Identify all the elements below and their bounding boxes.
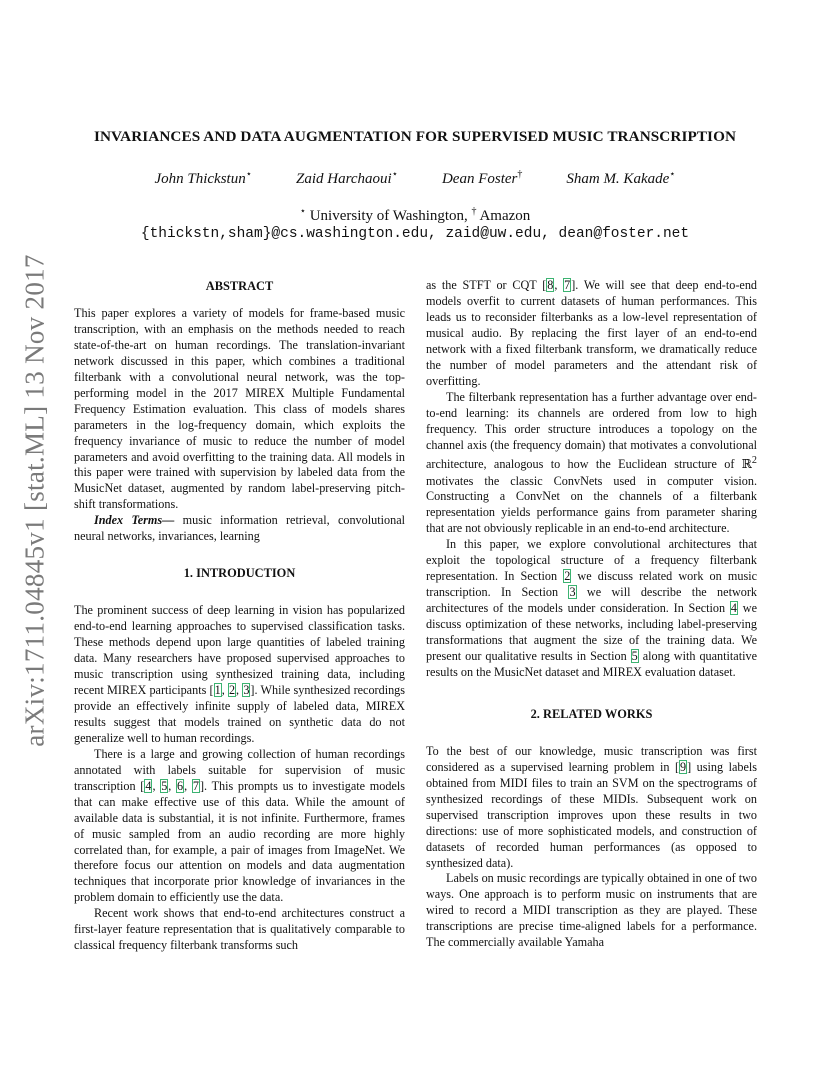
abstract-body: This paper explores a variety of models for frame-based music transcription, with an emphasis on the methods needed to reach state-of-the-art on human recordings. The translation-invariant network discussed in this paper, which combines a traditional filterbank with a convolutional neural network, was the top-performing model in the 2017 MIREX Multiple Fundamental Frequency Estimation evaluation. This class of models shares parameters in the log-frequency domain, which exploits the frequency invariance of music to reduce the number of model parameters and avoid overfitting to the training data. All models in this paper were trained with supervision by labeled data from the MusicNet dataset, augmented by random label-preserving pitch-shift transformations. bbox=[74, 305, 405, 512]
section-link[interactable]: 2 bbox=[564, 569, 571, 584]
related-paragraph-2: Labels on music recordings are typically obtained in one of two ways. One approach is to perform music on instruments that are wired to record a MIDI transcription as they are played. These transcriptions are precise time-aligned labels for a performance. The commercially available Yamaha bbox=[426, 871, 757, 950]
citation-link[interactable]: 6 bbox=[177, 778, 184, 793]
introduction-heading: 1. INTRODUCTION bbox=[183, 566, 296, 581]
paper-title: INVARIANCES AND DATA AUGMENTATION FOR SUPERVISED MUSIC TRANSCRIPTION bbox=[93, 128, 737, 145]
right-column bbox=[426, 278, 757, 951]
arxiv-stamp bbox=[8, 253, 63, 747]
intro-paragraph-3-continued: as the STFT or CQT [8, 7]. We will see that deep end-to-end models overfit to current datasets of human performances. This leads us to reconsider filterbanks as a low-level representation of musical audio. By replacing the first layer of an end-to-end network with a fixed filterbank transform, we dramatically reduce the number of model parameters and the attendant risk of overfitting. bbox=[426, 278, 758, 388]
author: Zaid Harchaoui⋆ bbox=[295, 169, 398, 187]
citation-link[interactable]: 3 bbox=[243, 682, 250, 697]
intro-paragraph-4: The filterbank representation has a further advantage over end-to-end learning: its channels are ordered from low to high frequency. This order structure introduces a topology on the channel axis (the frequency domain) that motivates a convolutional architecture, analogous to how the Euclidean structure of ℝ$^2$ motivates the classic ConvNets used in computer vision. Constructing a ConvNet on the channels of a filterbank representation yields performance gains from parameter sharing that are not obviously replicable in an end-to-end architecture. bbox=[426, 389, 757, 536]
abstract-heading: ABSTRACT bbox=[205, 279, 274, 293]
left-column bbox=[74, 279, 405, 954]
intro-paragraph-5: In this paper, we explore convolutional architectures that exploit the topological structure of a frequency filterbank representation. In Section 2 we discuss related work on music transcription. In Section 3 we will describe the network architectures of the models under consideration. In Section 4 we discuss optimization of these networks, including label-preserving transformations that augment the size of the training data. We present our qualitative results in Section 5 along with quantitative results on the MusicNet dataset and MIREX evaluation dataset. bbox=[426, 537, 757, 679]
related-paragraph-1: To the best of our knowledge, music transcription was first considered as a supervised learning problem in [9] using labels obtained from MIDI files to train an SVM on the spectrograms of synthesized recordings of these MIDIs. Subsequent work on supervised transcription improves upon these results in two directions: use of more sophisticated models, and construction of datasets of recorded human performances (as opposed to synthesized data). bbox=[426, 743, 757, 870]
citation-link[interactable]: 1 bbox=[214, 682, 221, 697]
citation-link[interactable]: 2 bbox=[228, 682, 236, 697]
citation-link[interactable]: 5 bbox=[161, 778, 168, 793]
citation-link[interactable]: 7 bbox=[192, 778, 199, 793]
section-link[interactable]: 3 bbox=[569, 585, 576, 600]
intro-paragraph-2: There is a large and growing collection of human recordings annotated with labels suitable for supervision of music transcription [4, 5, 6, 7]. This prompts us to investigate models that can make effective use of this data. While the amount of available data is substantial, it is not infinite. Furthermore, frames of music sampled from an audio recording are more highly correlated than, for example, a pair of images from ImageNet. We therefore focus our attention on models and data augmentation techniques that incorporate prior knowledge of invariances in the problem domain to efficiently use the data. bbox=[74, 746, 405, 905]
real-number-symbol: ℝ bbox=[741, 457, 752, 472]
section-link[interactable]: 5 bbox=[631, 648, 638, 663]
section-link[interactable]: 4 bbox=[730, 601, 737, 616]
citation-link[interactable]: 4 bbox=[145, 778, 152, 793]
index-terms: Index Terms— music information retrieval, convolutional neural networks, invariances, learning bbox=[74, 513, 405, 544]
author-emails: {thickstn,sham}@cs.washington.edu, zaid@uw.edu, dean@foster.net bbox=[140, 226, 690, 242]
affiliations: ⋆ University of Washington, † Amazon bbox=[299, 206, 531, 224]
author: John Thickstun⋆ bbox=[154, 169, 252, 187]
author: Sham M. Kakade⋆ bbox=[566, 169, 676, 187]
citation-link[interactable]: 8 bbox=[547, 278, 554, 292]
intro-paragraph-3: Recent work shows that end-to-end architectures construct a first-layer feature representation that is qualitatively comparable to classical frequency filterbank transforms such bbox=[74, 906, 405, 953]
author-list bbox=[60, 169, 770, 188]
citation-link[interactable]: 9 bbox=[680, 759, 687, 774]
intro-paragraph-1: The prominent success of deep learning in vision has popularized end-to-end learning approaches to supervised classification tasks. These methods depend upon large quantities of labeled training data. Many researchers have proposed supervised approaches to music transcription using synthesized training data, including recent MIREX participants [1, 2, 3]. While synthesized recordings provide an effectively infinite supply of labeled data, MIREX results suggest that models trained on synthetic data do not generalize well to human recordings. bbox=[74, 603, 406, 745]
arxiv-stamp-text: arXiv:1711.04845v1 [stat.ML] 13 Nov 2017 bbox=[20, 253, 51, 747]
citation-link[interactable]: 7 bbox=[564, 278, 571, 292]
author: Dean Foster† bbox=[441, 169, 523, 187]
related-works-heading: 2. RELATED WORKS bbox=[530, 706, 653, 721]
index-terms-label: Index Terms— bbox=[94, 513, 175, 528]
